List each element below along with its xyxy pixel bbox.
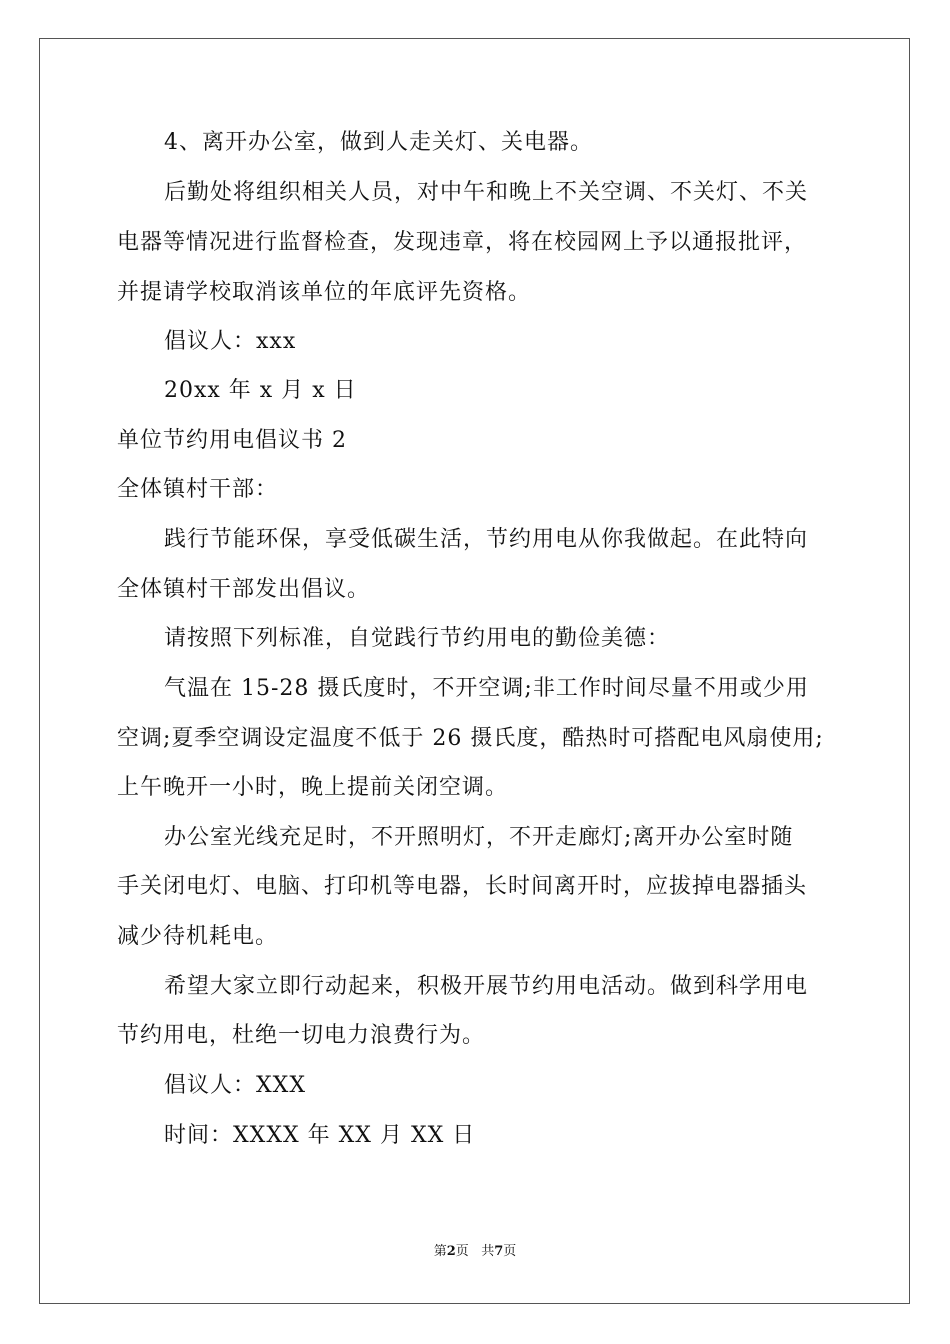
paragraph-line: 全体镇村干部发出倡议。 (117, 577, 371, 602)
paragraph-line: 倡议人：xxx (164, 329, 297, 354)
paragraph-line: 请按照下列标准，自觉践行节约用电的勤俭美德： (164, 626, 671, 651)
paragraph-line: 办公室光线充足时，不开照明灯，不开走廊灯;离开办公室时随 (164, 825, 794, 850)
paragraph-line: 践行节能环保，享受低碳生活，节约用电从你我做起。在此特向 (164, 527, 809, 552)
paragraph-line: 上午晚开一小时，晚上提前关闭空调。 (117, 775, 509, 800)
page-footer (0, 1243, 950, 1261)
paragraph-line: 后勤处将组织相关人员，对中午和晚上不关空调、不关灯、不关 (164, 180, 809, 205)
paragraph-line: 气温在 15-28 摄氏度时，不开空调;非工作时间尽量不用或少用 (164, 676, 809, 701)
paragraph-line: 电器等情况进行监督检查，发现违章，将在校园网上予以通报批评， (117, 230, 808, 255)
current-page-number: 2 (446, 1244, 456, 1259)
total-pages-number: 7 (494, 1244, 504, 1259)
section-title: 单位节约用电倡议书 2 (117, 428, 347, 453)
paragraph-line: 20xx 年 x 月 x 日 (164, 378, 357, 403)
paragraph-line: 并提请学校取消该单位的年底评先资格。 (117, 280, 532, 305)
paragraph-line: 手关闭电灯、电脑、打印机等电器，长时间离开时，应拔掉电器插头 (117, 874, 808, 899)
paragraph-line: 希望大家立即行动起来，积极开展节约用电活动。做到科学用电 (164, 974, 809, 999)
paragraph-line: 4、离开办公室，做到人走关灯、关电器。 (164, 130, 593, 155)
footer-mid: 页 共 (455, 1244, 495, 1259)
footer-prefix: 第 (433, 1244, 447, 1259)
paragraph-line: 节约用电，杜绝一切电力浪费行为。 (117, 1023, 486, 1048)
paragraph-line: 空调;夏季空调设定温度不低于 26 摄氏度，酷热时可搭配电风扇使用; (117, 726, 824, 751)
signature-line: 倡议人：XXX (164, 1073, 306, 1098)
date-line: 时间：XXXX 年 XX 月 XX 日 (164, 1123, 476, 1148)
footer-suffix: 页 (503, 1244, 517, 1259)
paragraph-line: 减少待机耗电。 (117, 924, 279, 949)
salutation: 全体镇村干部： (117, 477, 279, 502)
